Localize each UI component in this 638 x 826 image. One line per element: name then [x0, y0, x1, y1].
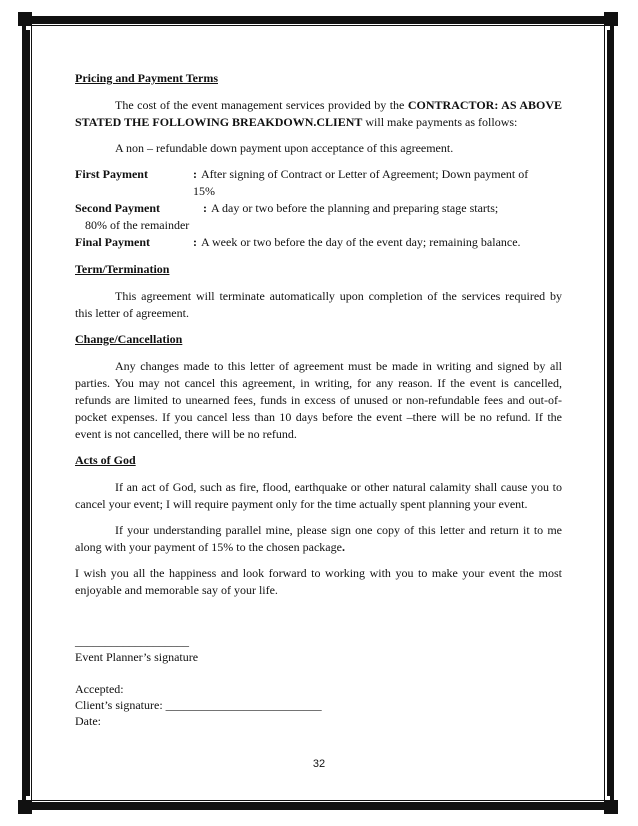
- final-payment-row: [75, 234, 562, 251]
- first-payment-text: After signing of Contract or Letter of Agreement; Down payment of: [201, 167, 529, 181]
- border-ribbon-bottom: [30, 802, 607, 806]
- planner-signature-line: ___________________: [75, 634, 189, 648]
- signature-spacer: [75, 665, 562, 681]
- acts-heading: Acts of God: [75, 453, 136, 467]
- border-corner-bottom-left: [18, 800, 32, 814]
- first-payment-label: First Payment: [75, 167, 148, 181]
- acts-text: If an act of God, such as fire, flood, earthquake or other natural calamity shall cause you to cancel your event; I will require payment only for the time actually spent planning your event.: [75, 480, 562, 511]
- date-label: Date:: [75, 714, 101, 728]
- client-signature-label: Client’s signature: __________________________: [75, 698, 322, 712]
- border-corner-top-left: [18, 12, 32, 26]
- border-ribbon-right: [607, 30, 611, 796]
- page-number: 32: [312, 758, 326, 770]
- sign-request-main: If your understanding parallel mine, please sign one copy of this letter and return it to me along with your payment of 15% to the chosen package: [75, 523, 562, 554]
- planner-signature-label: Event Planner’s signature: [75, 650, 199, 664]
- down-payment-text: A non – refundable down payment upon acceptance of this agreement.: [115, 141, 454, 155]
- change-text: Any changes made to this letter of agreement must be made in writing and signed by all parties. You may not cancel this agreement, in writing, for any reason. If the event is cancelled, refunds are limited to unearned fees, funds in excess of unused or non-refundable fees and out-of-pocket expenses. If you cancel less than 10 days before the event –there will be no refund. If the event is not cancelled, there will be no refund.: [75, 359, 562, 441]
- border-corner-top-right: [604, 12, 618, 26]
- term-heading: Term/Termination: [75, 262, 170, 276]
- final-payment-text: A week or two before the day of the event day; remaining balance.: [201, 235, 521, 249]
- pricing-intro-bold: CONTRACTOR: AS ABOVE STATED THE FOLLOWING BREAKDOWN.CLIENT: [75, 98, 563, 129]
- document-body: [75, 70, 562, 729]
- second-payment-cont: 80% of the remainder: [85, 218, 190, 232]
- pricing-intro: [75, 97, 562, 131]
- pricing-intro-pre: The cost of the event management services provided by the: [115, 98, 408, 112]
- sign-request-end: .: [341, 540, 345, 554]
- border-ribbon-top: [30, 20, 607, 24]
- first-payment-colon: :: [193, 167, 197, 181]
- pricing-heading: Pricing and Payment Terms: [75, 71, 218, 85]
- closing-text: I wish you all the happiness and look forward to working with you to make your event the most enjoyable and memorable say of your life.: [75, 566, 562, 597]
- border-corner-bottom-right: [604, 800, 618, 814]
- term-text: This agreement will terminate automatically upon completion of the services required by this letter of agreement.: [75, 289, 562, 320]
- change-heading: Change/Cancellation: [75, 332, 183, 346]
- first-payment-row: [75, 166, 562, 183]
- sign-request-text: [75, 522, 562, 556]
- final-payment-label: Final Payment: [75, 235, 150, 249]
- second-payment-text: A day or two before the planning and preparing stage starts;: [211, 201, 499, 215]
- first-payment-cont: 15%: [193, 184, 215, 198]
- pricing-intro-post: will make payments as follows:: [362, 115, 518, 129]
- second-payment-row: [75, 200, 562, 217]
- border-ribbon-left: [26, 30, 30, 796]
- signature-block: [75, 633, 562, 729]
- final-payment-colon: :: [193, 235, 197, 249]
- second-payment-colon: :: [203, 201, 207, 215]
- second-payment-label: Second Payment: [75, 201, 160, 215]
- accepted-label: Accepted:: [75, 682, 124, 696]
